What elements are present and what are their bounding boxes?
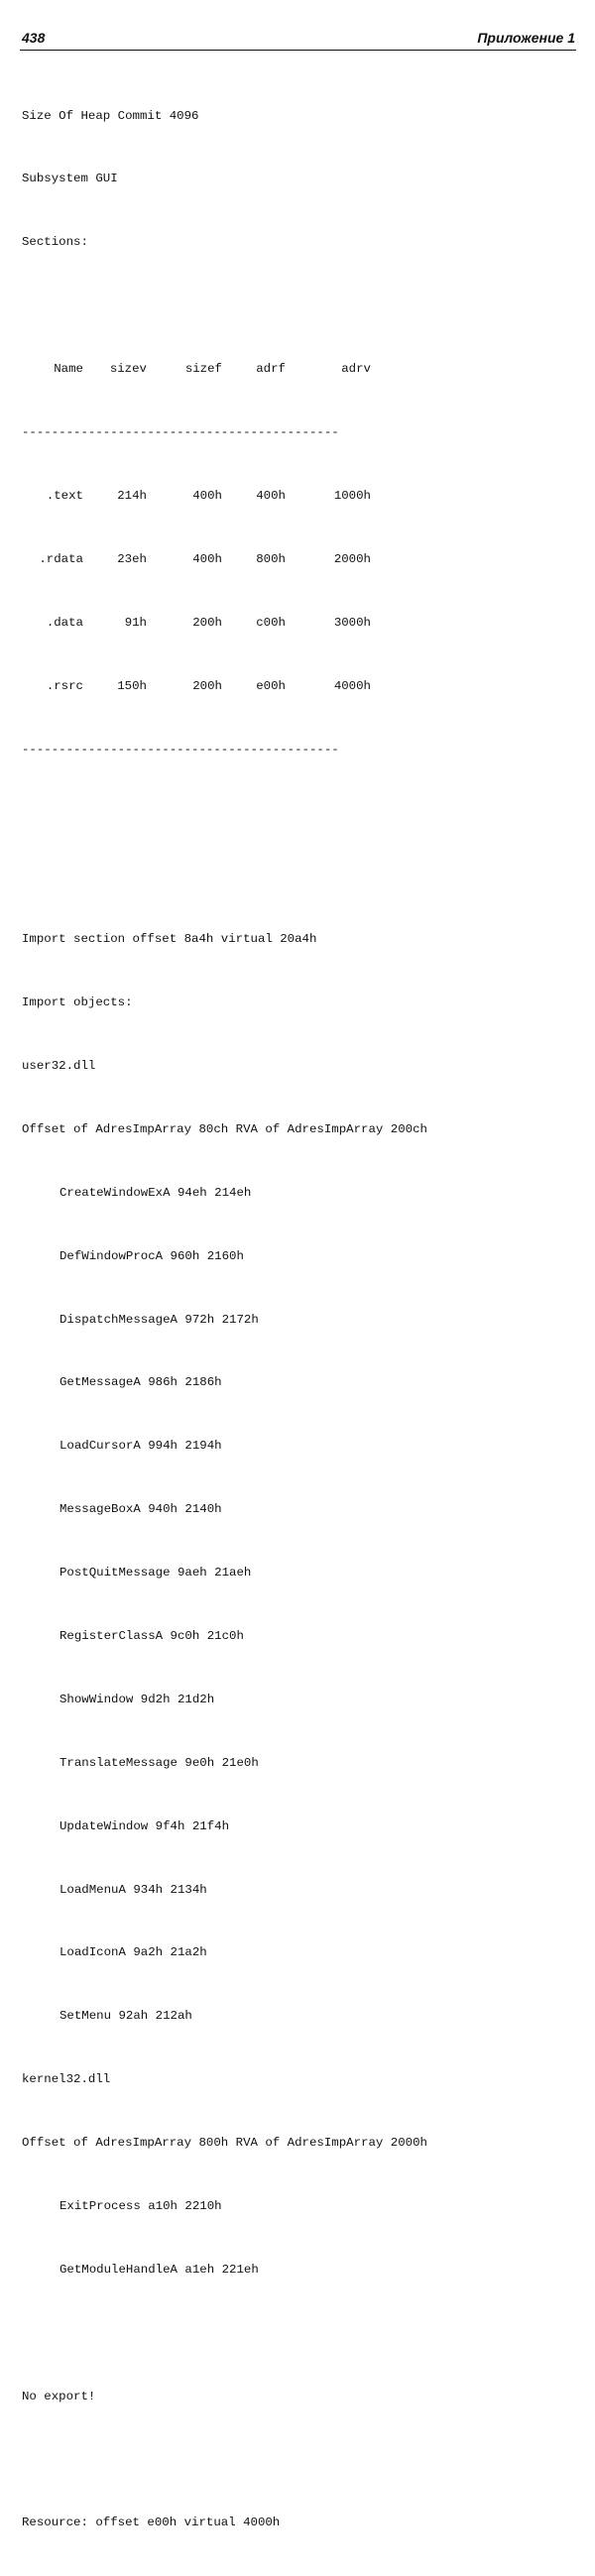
table-cell: 150h — [117, 678, 147, 693]
running-head: Приложение 1 — [477, 30, 575, 46]
header-rule — [20, 50, 576, 51]
import-function: GetModuleHandleA a1eh 221eh — [60, 2262, 259, 2277]
table-cell: .data — [46, 615, 83, 630]
export-note: No export! — [22, 2389, 96, 2403]
table-cell: 400h — [256, 488, 286, 503]
import-function: TranslateMessage 9e0h 21e0h — [60, 1755, 259, 1770]
code-line: Import section offset 8a4h virtual 20a4h — [22, 932, 317, 947]
import-function: DispatchMessageA 972h 2172h — [60, 1312, 259, 1327]
table-cell: 91h — [124, 615, 147, 630]
table-cell: 400h — [192, 551, 222, 566]
table-row — [22, 613, 427, 634]
column-header: adrf — [256, 362, 286, 377]
table-row — [22, 676, 427, 697]
table-cell: 214h — [117, 488, 147, 503]
code-line: Subsystem GUI — [22, 172, 118, 186]
import-function: UpdateWindow 9f4h 21f4h — [60, 1818, 230, 1833]
import-function: GetMessageA 986h 2186h — [60, 1375, 222, 1390]
code-line: Import objects: — [22, 995, 133, 1010]
import-function: ExitProcess a10h 2210h — [60, 2198, 222, 2213]
code-line: Offset of AdresImpArray 80ch RVA of AdresImpArray 200ch — [22, 1121, 427, 1136]
import-function: DefWindowProcA 960h 2160h — [60, 1248, 244, 1263]
table-cell: 23eh — [117, 551, 147, 566]
blank-line — [22, 2323, 427, 2344]
page-number: 438 — [22, 30, 46, 46]
table-cell: 200h — [192, 615, 222, 630]
table-cell: .rsrc — [46, 678, 83, 693]
column-header: adrv — [341, 362, 371, 377]
table-cell: 200h — [192, 678, 222, 693]
code-line: Sections: — [22, 235, 88, 250]
dll-name: kernel32.dll — [22, 2072, 111, 2087]
import-function: LoadIconA 9a2h 21a2h — [60, 1945, 207, 1960]
code-listing — [22, 63, 427, 2576]
blank-line — [22, 2450, 427, 2471]
table-cell: 3000h — [333, 615, 371, 630]
table-separator: ------------------------------------------- — [22, 742, 339, 757]
code-line: Offset of AdresImpArray 800h RVA of AdresImpArray 2000h — [22, 2136, 427, 2151]
import-function: SetMenu 92ah 212ah — [60, 2009, 192, 2024]
column-header: sizev — [109, 362, 147, 377]
import-function: MessageBoxA 940h 2140h — [60, 1502, 222, 1517]
table-cell: 800h — [256, 551, 286, 566]
import-function: ShowWindow 9d2h 21d2h — [60, 1692, 215, 1706]
table-row — [22, 549, 427, 570]
table-header-row — [22, 359, 427, 380]
import-function: PostQuitMessage 9aeh 21aeh — [60, 1566, 252, 1581]
table-cell: .text — [46, 488, 83, 503]
resource-line: Resource: offset e00h virtual 4000h — [22, 2516, 281, 2530]
sections-table — [22, 317, 427, 803]
table-cell: 4000h — [333, 678, 371, 693]
import-function: LoadMenuA 934h 2134h — [60, 1882, 207, 1897]
import-function: RegisterClassA 9c0h 21c0h — [60, 1628, 244, 1643]
table-cell: e00h — [256, 678, 286, 693]
table-cell: .rdata — [39, 551, 83, 566]
table-cell: 1000h — [333, 488, 371, 503]
page-header — [22, 30, 575, 50]
blank-line — [22, 866, 427, 886]
column-header: Name — [54, 362, 83, 377]
dll-name: user32.dll — [22, 1058, 96, 1073]
code-line: Size Of Heap Commit 4096 — [22, 108, 199, 123]
table-separator: ------------------------------------------- — [22, 425, 339, 440]
table-row — [22, 486, 427, 507]
import-function: LoadCursorA 994h 2194h — [60, 1439, 222, 1454]
column-header: sizef — [184, 362, 222, 377]
table-cell: 2000h — [333, 551, 371, 566]
table-cell: c00h — [256, 615, 286, 630]
import-function: CreateWindowExA 94eh 214eh — [60, 1185, 252, 1200]
table-cell: 400h — [192, 488, 222, 503]
